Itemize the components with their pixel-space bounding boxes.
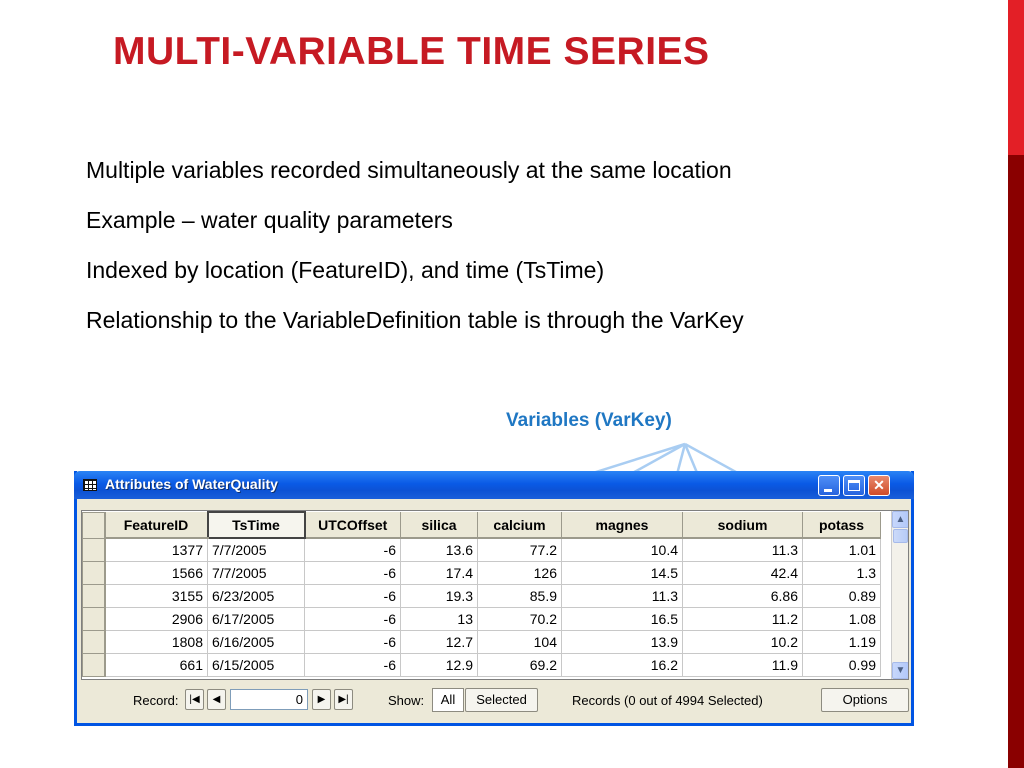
attribute-grid bbox=[81, 510, 909, 680]
cell-utcoffset[interactable]: -6 bbox=[305, 653, 401, 676]
record-label: Record: bbox=[133, 693, 179, 708]
cell-featureid[interactable]: 661 bbox=[105, 653, 208, 676]
record-navigation-bar bbox=[81, 685, 909, 715]
cell-tstime[interactable]: 6/16/2005 bbox=[208, 630, 305, 653]
row-selector[interactable] bbox=[83, 538, 105, 561]
row-selector-header[interactable] bbox=[83, 512, 105, 538]
cell-potass[interactable]: 1.19 bbox=[803, 630, 881, 653]
cell-potass[interactable]: 1.01 bbox=[803, 538, 881, 561]
previous-record-button[interactable] bbox=[207, 689, 226, 710]
cell-silica[interactable]: 12.9 bbox=[401, 653, 478, 676]
cell-tstime[interactable]: 7/7/2005 bbox=[208, 538, 305, 561]
column-header-featureid[interactable]: FeatureID bbox=[105, 512, 208, 538]
cell-magnes[interactable]: 11.3 bbox=[562, 584, 683, 607]
last-icon: ▶| bbox=[338, 694, 349, 705]
first-record-button[interactable] bbox=[185, 689, 204, 710]
cell-featureid[interactable]: 1566 bbox=[105, 561, 208, 584]
accent-bar-bottom bbox=[1008, 155, 1024, 768]
cell-featureid[interactable]: 1808 bbox=[105, 630, 208, 653]
minimize-icon bbox=[824, 489, 832, 492]
show-selected-button[interactable]: Selected bbox=[465, 688, 538, 712]
cell-featureid[interactable]: 1377 bbox=[105, 538, 208, 561]
cell-sodium[interactable]: 6.86 bbox=[683, 584, 803, 607]
row-selector[interactable] bbox=[83, 630, 105, 653]
bullet-item: Indexed by location (FeatureID), and time (TsTime) bbox=[86, 257, 605, 283]
table-row[interactable] bbox=[83, 630, 881, 653]
cell-potass[interactable]: 0.99 bbox=[803, 653, 881, 676]
cell-magnes[interactable]: 16.2 bbox=[562, 653, 683, 676]
cell-utcoffset[interactable]: -6 bbox=[305, 584, 401, 607]
table-row[interactable] bbox=[83, 653, 881, 676]
maximize-button[interactable] bbox=[843, 475, 865, 496]
column-header-potass[interactable]: potass bbox=[803, 512, 881, 538]
attribute-table bbox=[82, 511, 881, 677]
column-header-tstime[interactable]: TsTime bbox=[208, 512, 305, 538]
table-row[interactable] bbox=[83, 584, 881, 607]
column-header-sodium[interactable]: sodium bbox=[683, 512, 803, 538]
options-button[interactable]: Options bbox=[821, 688, 909, 712]
cell-utcoffset[interactable]: -6 bbox=[305, 561, 401, 584]
row-selector[interactable] bbox=[83, 653, 105, 676]
cell-magnes[interactable]: 14.5 bbox=[562, 561, 683, 584]
cell-tstime[interactable]: 6/15/2005 bbox=[208, 653, 305, 676]
chevron-down-icon: ▼ bbox=[895, 665, 906, 676]
cell-calcium[interactable]: 70.2 bbox=[478, 607, 562, 630]
maximize-icon bbox=[848, 480, 860, 491]
last-record-button[interactable] bbox=[334, 689, 353, 710]
cell-sodium[interactable]: 10.2 bbox=[683, 630, 803, 653]
cell-silica[interactable]: 13.6 bbox=[401, 538, 478, 561]
records-selected-count: Records (0 out of 4994 Selected) bbox=[572, 693, 763, 708]
scroll-up-button[interactable] bbox=[892, 511, 909, 528]
cell-potass[interactable]: 1.08 bbox=[803, 607, 881, 630]
next-icon: ▶ bbox=[317, 694, 326, 705]
cell-tstime[interactable]: 6/23/2005 bbox=[208, 584, 305, 607]
table-row[interactable] bbox=[83, 538, 881, 561]
cell-sodium[interactable]: 11.3 bbox=[683, 538, 803, 561]
cell-sodium[interactable]: 42.4 bbox=[683, 561, 803, 584]
cell-calcium[interactable]: 104 bbox=[478, 630, 562, 653]
slide-title: MULTI-VARIABLE TIME SERIES bbox=[113, 30, 710, 73]
close-icon: ✕ bbox=[873, 477, 885, 493]
cell-potass[interactable]: 1.3 bbox=[803, 561, 881, 584]
cell-silica[interactable]: 13 bbox=[401, 607, 478, 630]
bullet-list bbox=[86, 156, 906, 356]
vertical-scrollbar[interactable] bbox=[891, 511, 908, 679]
column-header-silica[interactable]: silica bbox=[401, 512, 478, 538]
bullet-item: Example – water quality parameters bbox=[86, 207, 453, 233]
cell-tstime[interactable]: 7/7/2005 bbox=[208, 561, 305, 584]
row-selector[interactable] bbox=[83, 584, 105, 607]
window-titlebar[interactable] bbox=[74, 471, 914, 499]
next-record-button[interactable] bbox=[312, 689, 331, 710]
row-selector[interactable] bbox=[83, 561, 105, 584]
chevron-up-icon: ▲ bbox=[895, 514, 906, 525]
first-icon: |◀ bbox=[189, 694, 200, 705]
minimize-button[interactable] bbox=[818, 475, 840, 496]
cell-featureid[interactable]: 3155 bbox=[105, 584, 208, 607]
cell-calcium[interactable]: 69.2 bbox=[478, 653, 562, 676]
record-number-input[interactable] bbox=[230, 689, 308, 710]
cell-sodium[interactable]: 11.2 bbox=[683, 607, 803, 630]
previous-icon: ◀ bbox=[212, 694, 221, 705]
attributes-window bbox=[74, 471, 914, 726]
cell-utcoffset[interactable]: -6 bbox=[305, 630, 401, 653]
window-title: Attributes of WaterQuality bbox=[105, 476, 278, 492]
cell-utcoffset[interactable]: -6 bbox=[305, 607, 401, 630]
cell-magnes[interactable]: 13.9 bbox=[562, 630, 683, 653]
column-header-utcoffset[interactable]: UTCOffset bbox=[305, 512, 401, 538]
cell-calcium[interactable]: 126 bbox=[478, 561, 562, 584]
cell-magnes[interactable]: 16.5 bbox=[562, 607, 683, 630]
bullet-item: Relationship to the VariableDefinition table is through the VarKey bbox=[86, 307, 744, 333]
row-selector[interactable] bbox=[83, 607, 105, 630]
table-row[interactable] bbox=[83, 561, 881, 584]
header-row bbox=[83, 512, 881, 538]
cell-featureid[interactable]: 2906 bbox=[105, 607, 208, 630]
cell-silica[interactable]: 12.7 bbox=[401, 630, 478, 653]
cell-silica[interactable]: 17.4 bbox=[401, 561, 478, 584]
bullet-item: Multiple variables recorded simultaneously at the same location bbox=[86, 157, 732, 183]
table-row[interactable] bbox=[83, 607, 881, 630]
cell-magnes[interactable]: 10.4 bbox=[562, 538, 683, 561]
cell-silica[interactable]: 19.3 bbox=[401, 584, 478, 607]
cell-calcium[interactable]: 85.9 bbox=[478, 584, 562, 607]
cell-utcoffset[interactable]: -6 bbox=[305, 538, 401, 561]
table-icon bbox=[83, 479, 97, 491]
show-all-button[interactable]: All bbox=[432, 688, 464, 712]
scroll-thumb[interactable] bbox=[893, 529, 908, 543]
close-button[interactable] bbox=[868, 475, 890, 496]
cell-sodium[interactable]: 11.9 bbox=[683, 653, 803, 676]
show-label: Show: bbox=[388, 693, 425, 708]
cell-tstime[interactable]: 6/17/2005 bbox=[208, 607, 305, 630]
column-header-calcium[interactable]: calcium bbox=[478, 512, 562, 538]
accent-bar-top bbox=[1008, 0, 1024, 155]
scroll-down-button[interactable] bbox=[892, 662, 909, 679]
column-header-magnes[interactable]: magnes bbox=[562, 512, 683, 538]
cell-calcium[interactable]: 77.2 bbox=[478, 538, 562, 561]
callout-label: Variables (VarKey) bbox=[506, 410, 672, 431]
cell-potass[interactable]: 0.89 bbox=[803, 584, 881, 607]
